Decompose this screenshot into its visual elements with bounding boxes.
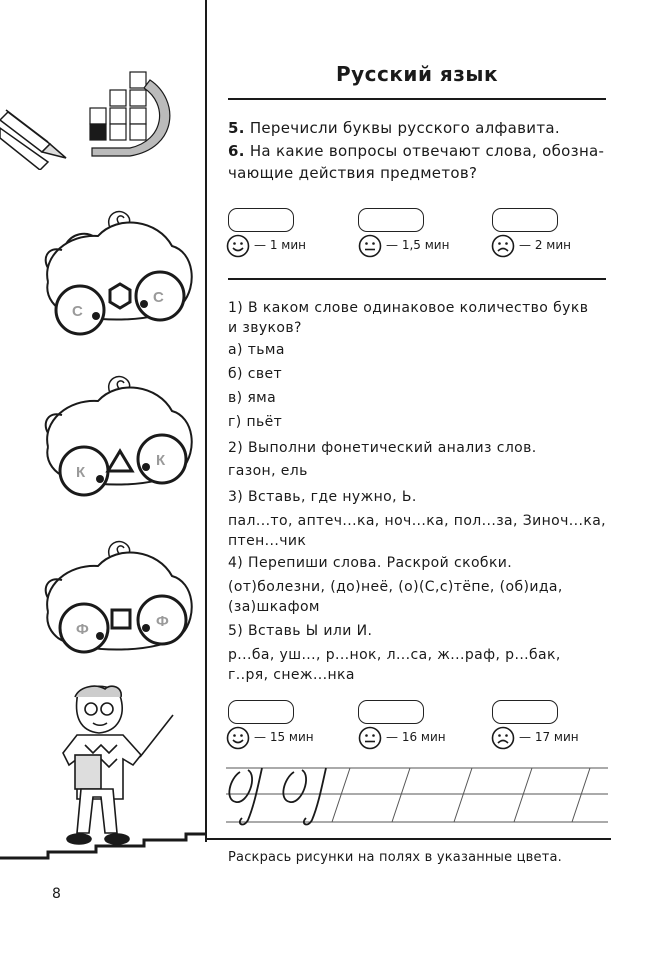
- smiley-happy-icon: [226, 726, 250, 750]
- time-label-neutral-bottom: — 16 мин: [386, 730, 446, 744]
- task-6-text: На какие вопросы отвечают слова, обозна-: [249, 142, 605, 160]
- margin-rule: [205, 0, 207, 842]
- question-3-words: [228, 511, 610, 551]
- question-1-option-d: г) пьёт: [228, 414, 283, 430]
- task-6-number: 6.: [228, 142, 245, 160]
- question-4-words: [228, 577, 610, 617]
- page-number: 8: [52, 886, 61, 902]
- question-5-words-line-1: р...ба, уш..., р...нок, л...са, ж...раф, р...бак,: [228, 647, 561, 663]
- creature-illustration-2: [40, 355, 200, 505]
- footer-divider: [205, 838, 611, 840]
- title-divider: [228, 98, 606, 100]
- page-title: Русский язык: [335, 62, 499, 86]
- question-5-words: [228, 645, 610, 685]
- time-box-neutral-top[interactable]: [358, 208, 424, 232]
- time-label-neutral-top: — 1,5 мин: [386, 238, 450, 252]
- creature-illustration-3: [40, 520, 200, 670]
- pencil-icon: [0, 110, 66, 170]
- question-1-option-b: б) свет: [228, 366, 283, 382]
- smiley-neutral-icon: [358, 234, 382, 258]
- question-1-option-c: в) яма: [228, 390, 277, 406]
- question-1: [228, 298, 610, 338]
- time-box-happy-top[interactable]: [228, 208, 294, 232]
- handwriting-practice-lines: [222, 758, 612, 838]
- question-2-words: газон, ель: [228, 463, 308, 479]
- question-3-words-line-1: пал...то, аптеч...ка, ноч...ка, пол...за, Зиноч...ка,: [228, 513, 607, 529]
- question-1-line-2: и звуков?: [228, 320, 302, 336]
- creature-2-left-letter: К: [76, 464, 86, 481]
- question-3-prompt: 3) Вставь, где нужно, Ь.: [228, 489, 417, 505]
- task-5-number: 5.: [228, 119, 245, 137]
- task-6-text-continued: чающие действия предметов?: [228, 164, 478, 182]
- creature-2-right-letter: К: [156, 452, 166, 469]
- creature-1-left-letter: С: [72, 303, 83, 320]
- task-6: [228, 140, 608, 184]
- time-box-sad-bottom[interactable]: [492, 700, 558, 724]
- question-1-line-1: 1) В каком слове одинаковое количество букв: [228, 300, 589, 316]
- creature-1-right-letter: С: [153, 289, 164, 306]
- staircase-decoration: [0, 830, 210, 860]
- question-5-words-line-2: г..ря, снеж...нка: [228, 667, 355, 683]
- smiley-happy-icon: [226, 234, 250, 258]
- smiley-neutral-icon: [358, 726, 382, 750]
- cursive-letter-samples: [229, 768, 326, 824]
- smiley-sad-icon: [491, 726, 515, 750]
- blocks-icon: [90, 72, 146, 140]
- footer-note: Раскрась рисунки на полях в указанные цвета.: [228, 850, 563, 865]
- time-box-happy-bottom[interactable]: [228, 700, 294, 724]
- task-5-text: Перечисли буквы русского алфавита.: [249, 119, 560, 137]
- question-4-words-line-2: (за)шкафом: [228, 599, 320, 615]
- question-5-prompt: 5) Вставь Ы или И.: [228, 623, 373, 639]
- question-4-prompt: 4) Перепиши слова. Раскрой скобки.: [228, 555, 513, 571]
- question-4-words-line-1: (от)болезни, (до)неё, (о)(С,с)тёпе, (об)ида,: [228, 579, 563, 595]
- time-box-sad-top[interactable]: [492, 208, 558, 232]
- time-label-happy-bottom: — 15 мин: [254, 730, 314, 744]
- time-label-sad-bottom: — 17 мин: [519, 730, 579, 744]
- question-2-prompt: 2) Выполни фонетический анализ слов.: [228, 440, 537, 456]
- time-label-sad-top: — 2 мин: [519, 238, 571, 252]
- question-1-option-a: а) тьма: [228, 342, 285, 358]
- question-3-words-line-2: птен...чик: [228, 533, 307, 549]
- creature-illustration-1: [40, 190, 200, 340]
- time-label-happy-top: — 1 мин: [254, 238, 306, 252]
- task-5: [228, 117, 608, 139]
- creature-3-right-letter: Ф: [156, 613, 169, 630]
- section-divider: [228, 278, 606, 280]
- creature-3-left-letter: Ф: [76, 621, 89, 638]
- smiley-sad-icon: [491, 234, 515, 258]
- time-box-neutral-bottom[interactable]: [358, 700, 424, 724]
- pencil-and-blocks-illustration: [0, 60, 200, 170]
